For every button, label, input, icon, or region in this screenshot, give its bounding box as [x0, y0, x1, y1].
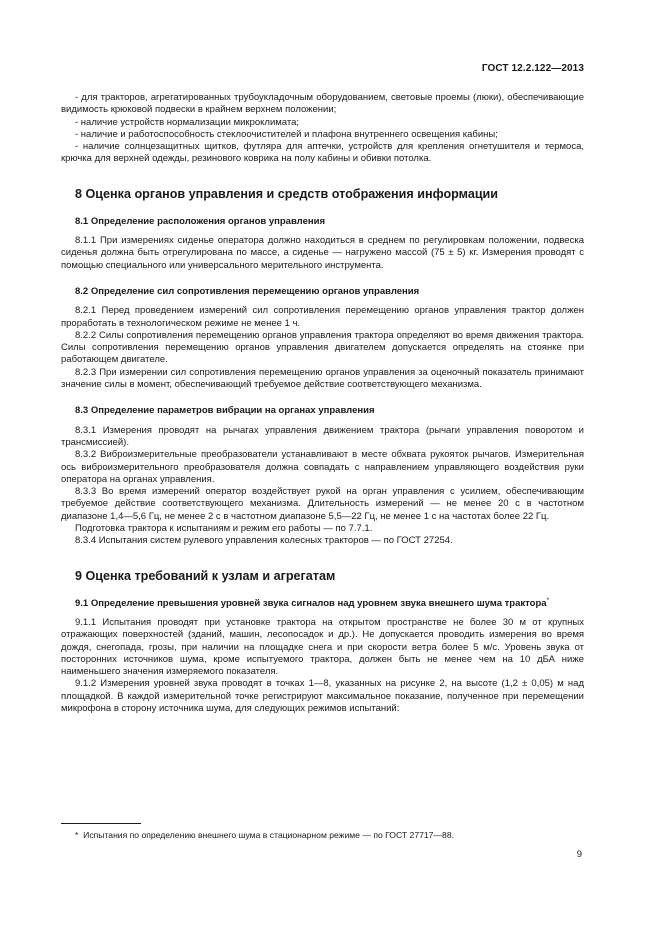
paragraph-8-2-1: 8.2.1 Перед проведением измерений сил сопротивления перемещению органов управления трактор должен проработать в технологическом режиме не менее 1 ч.	[61, 305, 584, 329]
intro-list	[61, 92, 584, 166]
paragraph-8-3-3: 8.3.3 Во время измерений оператор воздействует рукой на орган управления с усилием, обеспечивающим требуемое действие соответствующего механизма. Длительность измерений — не менее 20 с в частотном диапазоне 1,4—5,6 Гц, не менее 2 с в частотном диапазоне 5,5—22 Гц, не менее 1 с на частотах более 22 Гц.	[61, 486, 584, 522]
footnote-reference: *	[546, 596, 550, 604]
paragraph-8-1-1: 8.1.1 При измерениях сиденье оператора должно находиться в среднем по регулировкам положении, подвеска сиденья должна быть отрегулирована по массе, а сиденье — нагружено массой (75 ± 5) кг. Измерения проводят с помощью специального или универсального мерительного инструмента.	[61, 235, 584, 271]
footnote-divider	[61, 823, 141, 824]
subsection-9-1-heading	[61, 598, 584, 610]
page-number: 9	[576, 849, 582, 860]
subsection-8-2-heading: 8.2 Определение сил сопротивления перемещению органов управления	[75, 285, 420, 297]
list-item: - наличие устройств нормализации микроклимата;	[75, 116, 300, 128]
footnote-mark: *	[75, 830, 79, 840]
paragraph-8-2-3: 8.2.3 При измерении сил сопротивления перемещению органов управления за оценочный показатель принимают значение силы в момент, обеспечивающий требуемое действие соответствующего механизма.	[61, 366, 584, 391]
paragraph-8-3-1: 8.3.1 Измерения проводят на рычагах управления движением трактора (рычаги управления поворотом и трансмиссией).	[61, 424, 584, 448]
list-item: - для тракторов, агрегатированных трубоукладочным оборудованием, световые проемы (люки), обеспечивающие видимость крюковой подвески в крайнем верхнем положении;	[61, 92, 584, 116]
paragraph-8-3-2: 8.3.2 Виброизмерительные преобразователи устанавливают в месте обхвата рукояток рычагов. Измерительная ось виброизмерительного преобразователя должна совпадать с направлением управляющего воздействия руки оператора на органах управления.	[61, 449, 584, 485]
subsection-8-3-heading: 8.3 Определение параметров вибрации на органах управления	[75, 405, 375, 417]
subsection-8-1-heading: 8.1 Определение расположения органов управления	[75, 215, 325, 227]
footnote	[75, 830, 585, 841]
paragraph-preparation: Подготовка трактора к испытаниям и режим его работы — по 7.7.1.	[75, 523, 373, 535]
paragraph-8-3-4: 8.3.4 Испытания систем рулевого управления колесных тракторов — по ГОСТ 27254.	[75, 535, 453, 547]
subsection-9-1-title: 9.1 Определение превышения уровней звука сигналов над уровнем звука внешнего шума трактора	[75, 597, 547, 609]
paragraph-9-1-2: 9.1.2 Измерения уровней звука проводят в точках 1—8, указанных на рисунке 2, на высоте (1,2 ± 0,05) м над площадкой. В каждой измерительной точке регистрируют максимальное показание, полученное при перемещении микрофона в сторону источника шума, для следующих режимов испытаний:	[61, 678, 584, 714]
document-code: ГОСТ 12.2.122—2013	[481, 63, 584, 74]
list-item: - наличие и работоспособность стеклоочистителей и плафона внутреннего освещения кабины;	[75, 128, 498, 140]
footnote-text: Испытания по определению внешнего шума в стационарном режиме — по ГОСТ 27717—88.	[83, 830, 454, 840]
paragraph-9-1-1: 9.1.1 Испытания проводят при установке трактора на открытом пространстве не более 30 м от крупных отражающих поверхностей (зданий, машин, лесопосадок и др.). Не допускается проводить измерения во время дождя, снегопада, грозы, при наличии на площадке снега и при скорости ветра более 5 м/с. Уровень звука от посторонних источников шума, кроме испытуемого трактора, должен быть не менее чем на 10 дБА ниже наименьшего значения измеряемого показателя.	[61, 616, 584, 678]
paragraph-8-2-2: 8.2.2 Силы сопротивления перемещению органов управления трактора определяют во время движения трактора. Силы сопротивления перемещению органов управления двигателем допускается определять на стоянке при работающем двигателе.	[61, 329, 584, 366]
page-body	[61, 92, 584, 715]
section-8-heading: 8 Оценка органов управления и средств отображения информации	[75, 186, 499, 201]
list-item: - наличие солнцезащитных щитков, футляра для аптечки, устройств для крепления огнетушителя и термоса, крючка для верхней одежды, резинового коврика на полу кабины и обивки потолка.	[61, 141, 584, 165]
section-9-heading: 9 Оценка требований к узлам и агрегатам	[75, 568, 336, 583]
